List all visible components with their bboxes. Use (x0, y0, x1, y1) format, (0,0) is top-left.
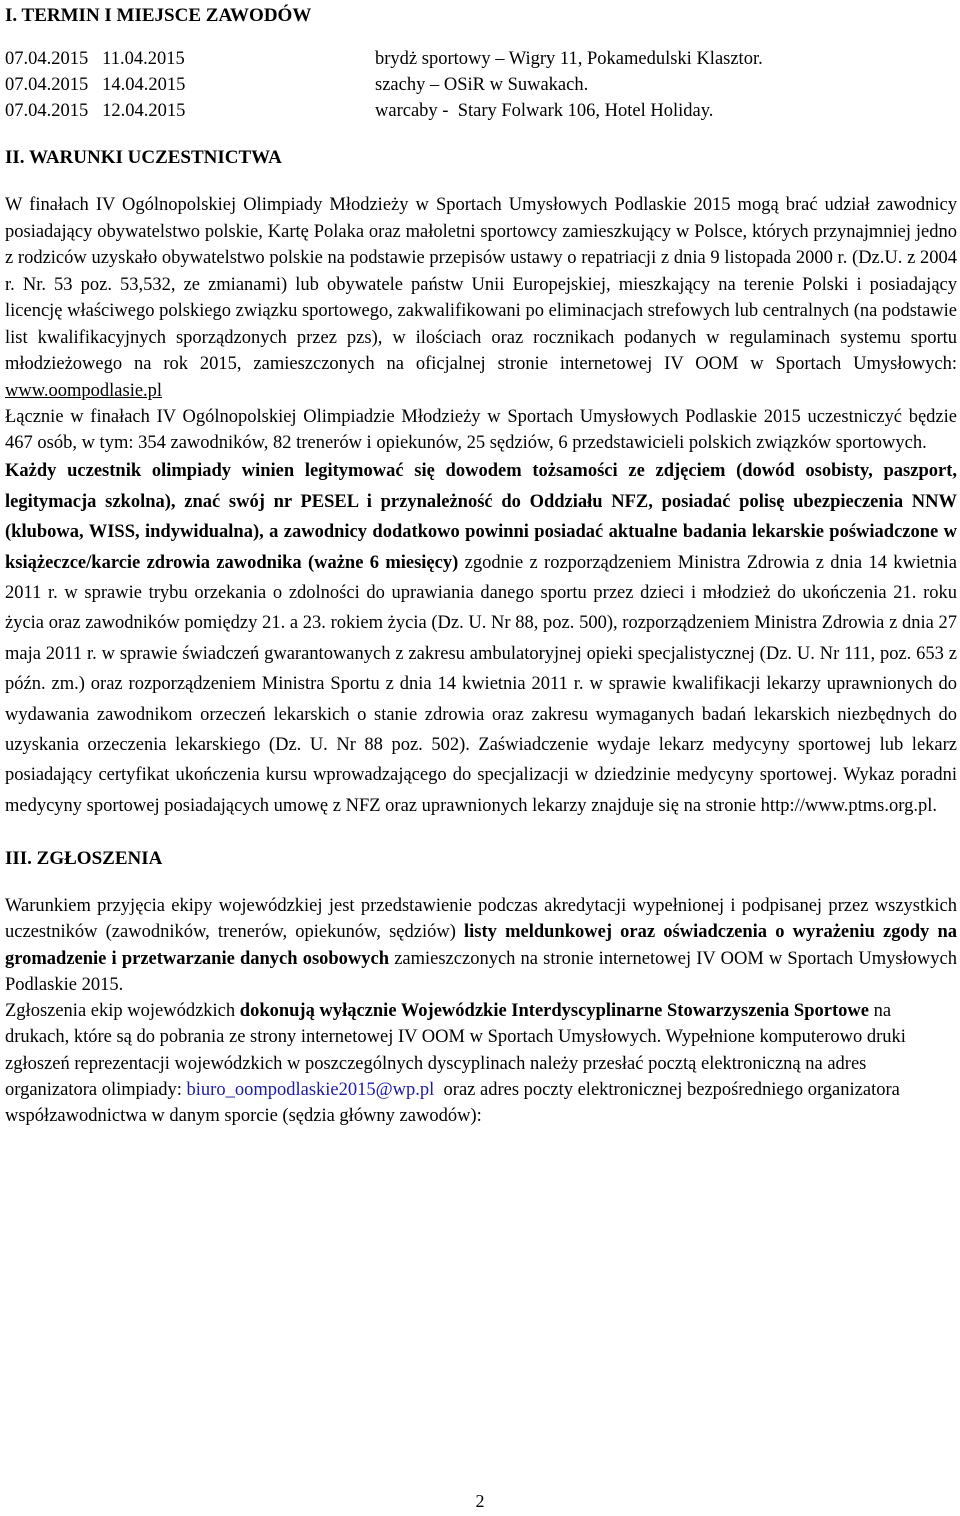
schedule-row (5, 98, 957, 124)
requirements-text: zgodnie z rozporządzeniem Ministra Zdrowia z dnia 14 kwietnia 2011 r. w sprawie trybu orzekania o zdolności do uprawiania danego sportu przez dzieci i młodzież do ukończenia 21. roku życia oraz zawodników pomiędzy 21. a 23. rokiem życia (Dz. U. Nr 88, poz. 500), rozporządzeniem Ministra Zdrowia z dnia 27 maja 2011 r. w sprawie świadczeń gwarantowanych z zakresu ambulatoryjnej opieki specjalistycznej (Dz. U. Nr 111, poz. 653 z późn. zm.) oraz rozporządzeniem Ministra Sportu z dnia 14 kwietnia 2011 r. w sprawie kwalifikacji lekarzy uprawnionych do wydawania zawodnikom orzeczeń lekarskich o stanie zdrowia oraz zakresu wymaganych badań lekarskich niezbędnych do uzyskania orzeczenia lekarskiego (Dz. U. Nr 88 poz. 502). Zaświadczenie wydaje lekarz medycyny sportowej lub lekarz posiadający certyfikat ukończenia kursu wprowadzającego do specjalizacji w dziedzinie medycyny sportowej. Wykaz poradni medycyny sportowej posiadających umowę z NFZ oraz uprawnionych lekarzy znajduje się na stronie http://www.ptms.org.pl. (5, 552, 957, 816)
section-2-title: II. WARUNKI UCZESTNICTWA (5, 147, 282, 168)
submission-text-a: Zgłoszenia ekip wojewódzkich (5, 1001, 240, 1022)
schedule-dates: 07.04.2015 14.04.2015 (5, 75, 186, 95)
submission-paragraph (5, 998, 957, 1129)
section-3-title: III. ZGŁOSZENIA (5, 848, 163, 870)
schedule-dates: 07.04.2015 12.04.2015 (5, 101, 186, 121)
registration-bold-text: listy meldunkowej oraz oświadczenia o wyrażeniu zgody na gromadzenie i przetwarzanie danych osobowych (5, 922, 957, 969)
schedule-event: szachy – OSiR w Suwakach. (375, 75, 589, 95)
registration-paragraph (5, 893, 957, 998)
document-page (5, 0, 957, 1129)
page-number: 2 (475, 1491, 485, 1511)
participation-text: W finałach IV Ogólnopolskiej Olimpiady Młodzieży w Sportach Umysłowych Podlaskie 2015 mogą brać udział zawodnicy posiadający obywatelstwo polskie, Kartę Polaka oraz małoletni sportowcy zamieszkujący w Polsce, których przynajmniej jedno z rodziców uzyskało obywatelstwo polskie na podstawie przepisów ustawy o repatriacji z dnia 9 listopada 2000 r. (Dz.U. z 2004 r. Nr. 53 poz. 53,532, ze zmianami) lub obywatele państw Unii Europejskiej, mieszkający na terenie Polski i posiadający licencję właściwego polskiego związku sportowego, zakwalifikowani po eliminacjach strefowych lub centralnych (na podstawie list kwalifikacyjnych sporządzonych przez pzs), w ilościach oraz rocznikach podanych w regulaminach systemu sportu młodzieżowego na rok 2015, zamieszczonych na oficjalnej stronie internetowej IV OOM w Sportach Umysłowych: (5, 195, 957, 374)
schedule-event: brydż sportowy – Wigry 11, Pokamedulski Klasztor. (375, 49, 763, 69)
oom-website-link[interactable]: www.oompodlasie.pl (5, 380, 163, 401)
schedule-row (5, 72, 957, 98)
participants-count-paragraph: Łącznie w finałach IV Ogólnopolskiej Olimpiadzie Młodzieży w Sportach Umysłowych Podlaskie 2015 uczestniczyć będzie 467 osób, w tym: 354 zawodników, 82 trenerów i opiekunów, 25 sędziów, 6 przedstawicieli polskich związków sportowych. (5, 407, 957, 454)
schedule-list (5, 46, 957, 124)
registration-text-a: Warunkiem przyjęcia ekipy wojewódzkiej jest przedstawienie podczas akredytacji wypełnionej i podpisanej przez wszystkich uczestników (zawodników, trenerów, opiekunów, sędziów) (5, 896, 957, 943)
section-1-title: I. TERMIN I MIEJSCE ZAWODÓW (5, 5, 312, 26)
organizer-email-link[interactable]: biuro_oompodlaskie2015@wp.pl (186, 1079, 435, 1100)
submission-text-c: oraz adres poczty elektronicznej bezpośredniego organizatora współzawodnictwa w danym sporcie (sędzia główny zawodów): (5, 1079, 905, 1126)
schedule-dates: 07.04.2015 11.04.2015 (5, 49, 185, 69)
schedule-row (5, 46, 957, 72)
submission-text-b: na drukach, które są do pobrania ze strony internetowej IV OOM w Sportach Umysłowych. Wypełnione komputerowo druki zgłoszeń reprezentacji wojewódzkich w poszczególnych dyscyplinach należy przesłać pocztą elektroniczną na adres organizatora olimpiady: (5, 1001, 906, 1100)
registration-text-b: zamieszczonych na stronie internetowej IV OOM w Sportach Umysłowych Podlaskie 2015. (5, 948, 957, 995)
requirements-paragraph (5, 456, 957, 821)
requirements-bold-text: Każdy uczestnik olimpiady winien legitymować się dowodem tożsamości ze zdjęciem (dowód osobisty, paszport, legitymacja szkolna), znać swój nr PESEL i przynależność do Oddziału NFZ, posiadać polisę ubezpieczenia NNW (klubowa, WISS, indywidualna), a zawodnicy dodatkowo powinni posiadać aktualne badania lekarskie poświadczone w książeczce/karcie zdrowia zawodnika (ważne 6 miesięcy) (5, 461, 957, 573)
participation-paragraph (5, 192, 957, 404)
submission-bold-text: dokonują wyłącznie Wojewódzkie Interdyscyplinarne Stowarzyszenia Sportowe (239, 1001, 869, 1022)
schedule-event: warcaby - Stary Folwark 106, Hotel Holiday. (375, 101, 714, 121)
